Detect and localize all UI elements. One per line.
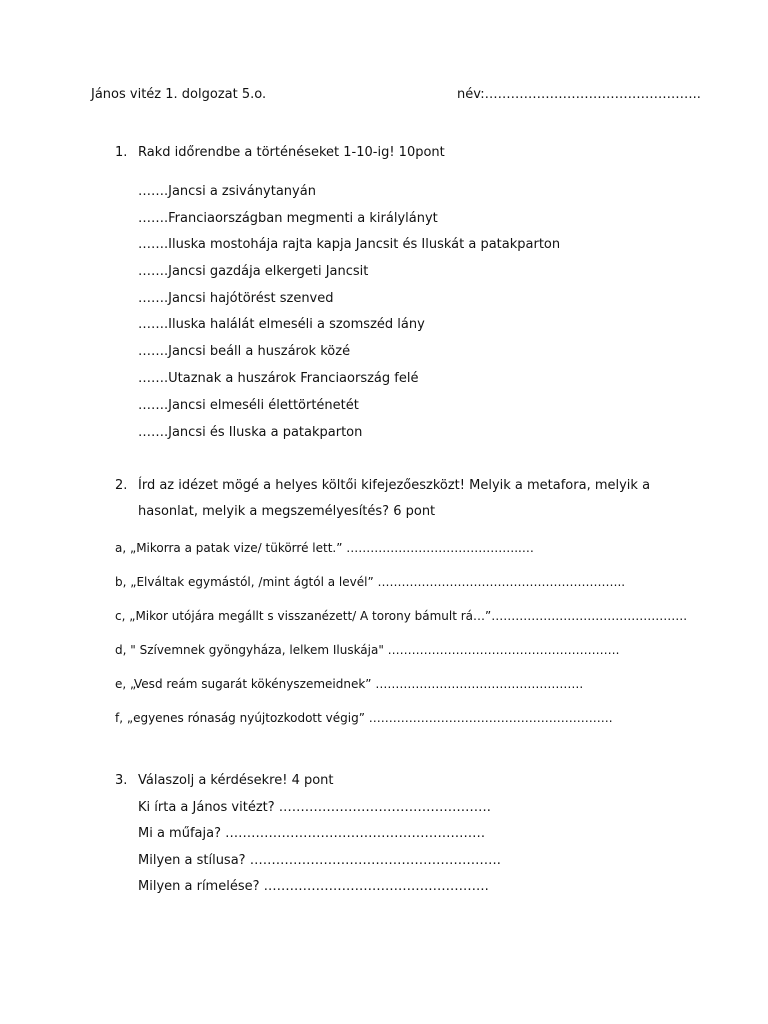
q1-list-item: …….Jancsi a zsiványtanyán [138, 184, 316, 199]
question-1-prompt: Rakd időrendbe a történéseket 1-10-ig! 10pont [138, 145, 445, 160]
q2-quote-item: a, „Mikorra a patak vize/ tükörré lett.” ……………………………………..… [115, 541, 534, 555]
q1-list-item: …….Jancsi gazdája elkergeti Jancsit [138, 264, 369, 279]
q3-question-item: Mi a műfaja? …………………………………………………… [138, 826, 486, 841]
q3-question-item: Milyen a stílusa? …………………………………………………. [138, 853, 501, 868]
q3-question-item: Ki írta a János vitézt? …………………………………………. [138, 800, 491, 815]
q3-question-item: Milyen a rímelése? ……………………………………………. [138, 879, 489, 894]
question-1-number: 1. [115, 145, 128, 160]
q1-list-item: …….Utaznak a huszárok Franciaország felé [138, 371, 419, 386]
q2-quote-item: c, „Mikor utójára megállt s visszanézett/ A torony bámult rá…”…………………………………………. [115, 609, 688, 623]
q1-list-item: …….Jancsi beáll a huszárok közé [138, 344, 351, 359]
question-3-prompt: Válaszolj a kérdésekre! 4 pont [138, 773, 334, 788]
q1-list-item: …….Jancsi és Iluska a patakparton [138, 425, 363, 440]
question-3-number: 3. [115, 773, 128, 788]
q1-list-item: …….Franciaországban megmenti a királylányt [138, 211, 438, 226]
question-2-prompt-line2: hasonlat, melyik a megszemélyesítés? 6 pont [138, 504, 436, 519]
q2-quote-item: e, „Vesd reám sugarát kökényszemeidnek” ……………………………………………. [115, 677, 584, 691]
question-2-number: 2. [115, 478, 128, 493]
q1-list-item: …….Jancsi hajótörést szenved [138, 291, 334, 306]
q1-list-item: …….Iluska halálát elmeséli a szomszéd lány [138, 317, 425, 332]
q1-list-item: …….Jancsi elmeséli élettörténetét [138, 398, 359, 413]
name-field: név:………………………………………….. [457, 87, 701, 102]
q2-quote-item: b, „Elváltak egymástól, /mint ágtól a levél” …………………………………………………….. [115, 575, 626, 589]
q2-quote-item: d, " Szívemnek gyöngyháza, lelkem Iluskája" …………………………………………………. [115, 643, 620, 657]
q2-quote-item: f, „egyenes rónaság nyújtozkodott végig” ……………………………………………………. [115, 711, 613, 725]
question-2-prompt-line1: Írd az idézet mögé a helyes költői kifejezőeszközt! Melyik a metafora, melyik a [138, 478, 651, 493]
worksheet-title: János vitéz 1. dolgozat 5.o. [91, 87, 267, 102]
q1-list-item: …….Iluska mostohája rajta kapja Jancsit és Iluskát a patakparton [138, 237, 561, 252]
